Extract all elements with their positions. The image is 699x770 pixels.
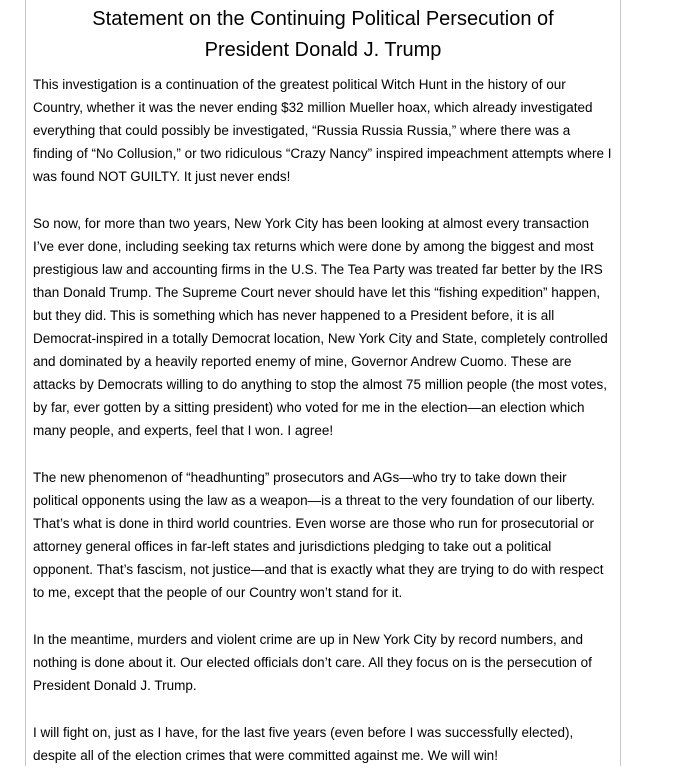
statement-paragraph: The new phenomenon of “headhunting” prosecutors and AGs—who try to take down their political opponents using the law as a weapon—is a threat to the very foundation of our liberty. That’s what is done in third world countries. Even worse are those who run for prosecutorial or attorney general offices in far-left states and jurisdictions pledging to take out a political opponent. That’s fascism, not justice—and that is exactly what they are trying to do with respect to me, except that the people of our Country won’t stand for it.	[33, 470, 604, 600]
statement-document	[25, 0, 621, 766]
statement-paragraph: I will fight on, just as I have, for the last five years (even before I was successfully elected), despite all of the election crimes that were committed against me. We will win!	[33, 725, 574, 763]
statement-paragraph: This investigation is a continuation of the greatest political Witch Hunt in the history of our Country, whether it was the never ending $32 million Mueller hoax, which already investigated everything that could possibly be investigated, “Russia Russia Russia,” where there was a finding of “No Collusion,” or two ridiculous “Crazy Nancy” inspired impeachment attempts where I was found NOT GUILTY. It just never ends!	[33, 77, 612, 184]
statement-title-line-1: Statement on the Continuing Political Persecution of	[92, 8, 554, 30]
statement-paragraph: In the meantime, murders and violent crime are up in New York City by record numbers, and nothing is done about it. Our elected officials don’t care. All they focus on is the persecution of President Donald J. Trump.	[33, 632, 592, 693]
statement-body	[33, 73, 613, 767]
statement-paragraph: So now, for more than two years, New York City has been looking at almost every transaction I’ve ever done, including seeking tax returns which were done by among the biggest and most prestigious law and accounting firms in the U.S. The Tea Party was treated far better by the IRS than Donald Trump. The Supreme Court never should have let this “fishing expedition” happen, but they did. This is something which has never happened to a President before, it is all Democrat-inspired in a totally Democrat location, New York City and State, completely controlled and dominated by a heavily reported enemy of mine, Governor Andrew Cuomo. These are attacks by Democrats willing to do anything to stop the almost 75 million people (the most votes, by far, ever gotten by a sitting president) who voted for me in the election—an election which many people, and experts, feel that I won. I agree!	[33, 216, 608, 438]
statement-title-line-2: President Donald J. Trump	[204, 39, 442, 61]
statement-title	[33, 4, 613, 66]
